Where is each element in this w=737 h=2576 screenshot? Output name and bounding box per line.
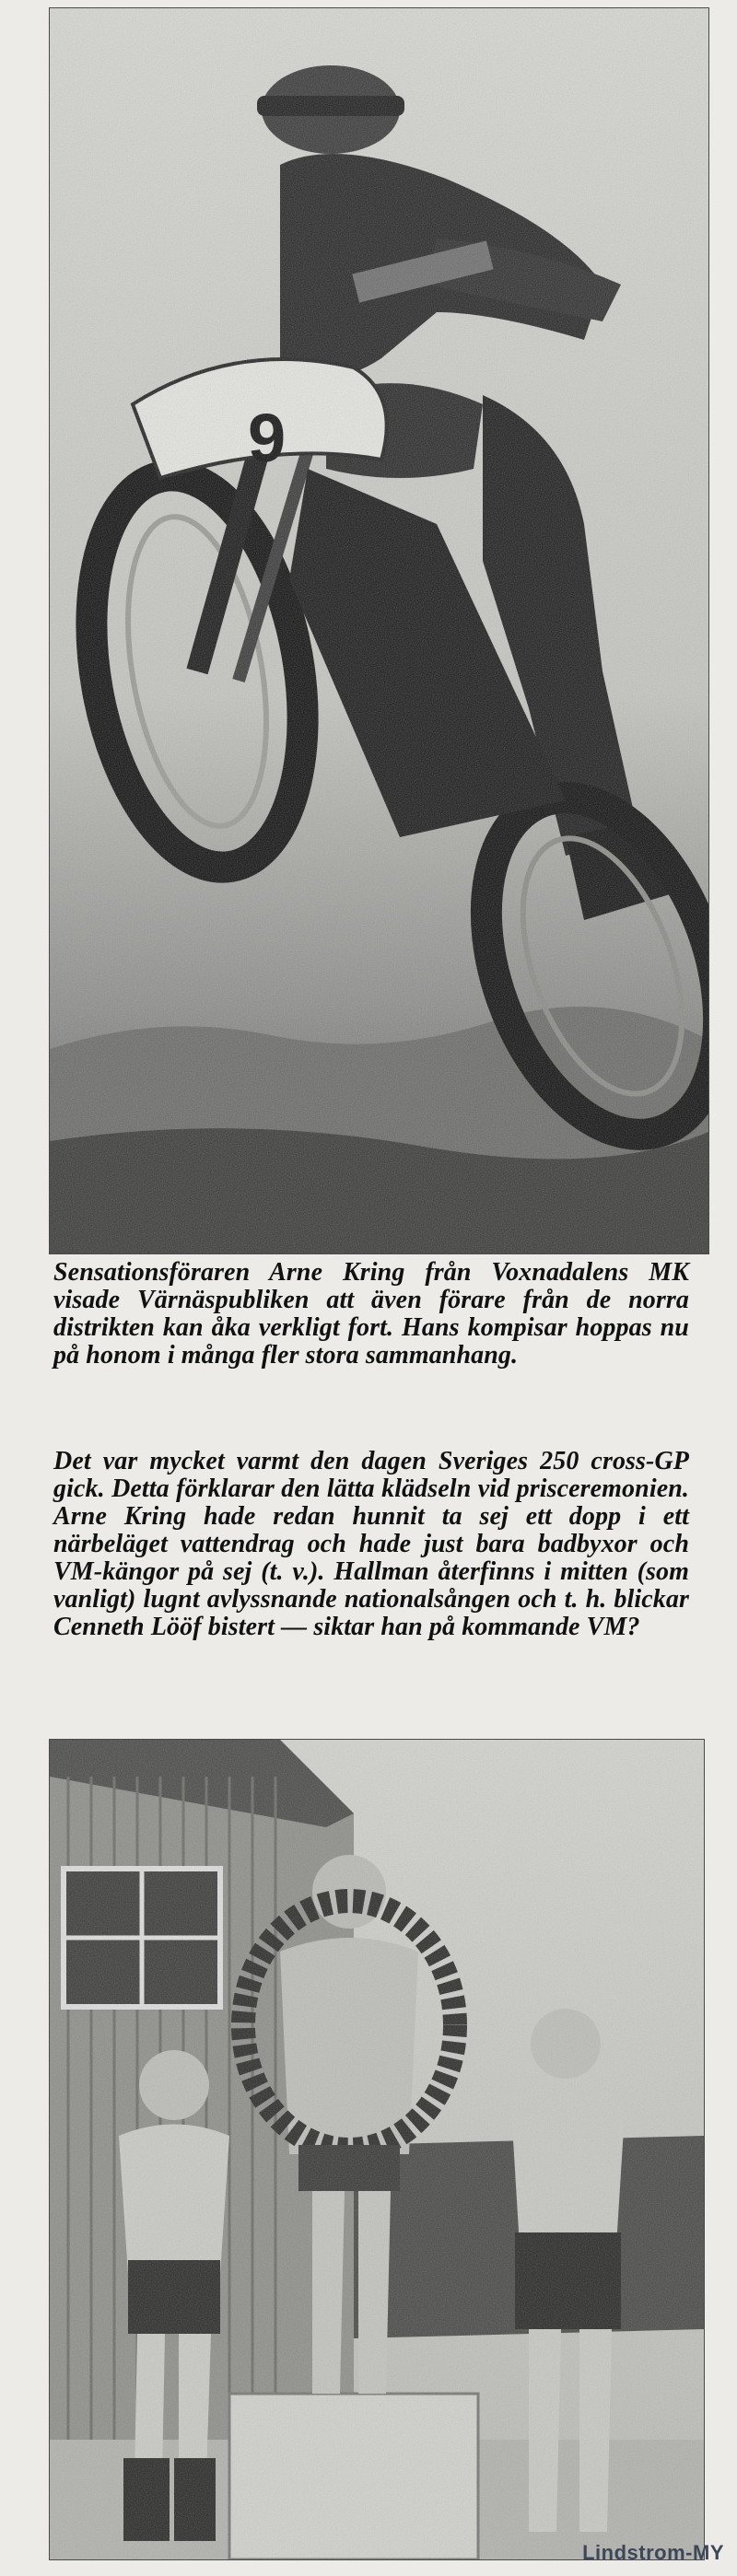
rider-caption: Sensationsföraren Arne Kring från Voxnadalens MK visade Värnäspubliken att även förare från de norra distrikten kan åka verkligt fort. Hans kompisar hoppas nu på honom i många fler stora sammanhang.	[53, 1258, 689, 1370]
watermark: Lindstrom-MY	[582, 2541, 724, 2564]
podium-photo	[49, 1739, 705, 2560]
podium-caption: Det var mycket varmt den dagen Sveriges 250 cross-GP gick. Detta förklarar den lätta klädseln vid prisceremonien. Arne Kring hade redan hunnit ta sej ett dopp i ett närbeläget vattendrag och hade just bara badbyxor och VM-kängor på sej (t. v.). Hallman återfinns i mitten (som vanligt) lugnt avlyssnande nationalsången och t. h. blickar Cenneth Lööf bistert — siktar han på kommande VM?	[53, 1447, 689, 1641]
rider-jump-photo	[49, 7, 709, 1254]
